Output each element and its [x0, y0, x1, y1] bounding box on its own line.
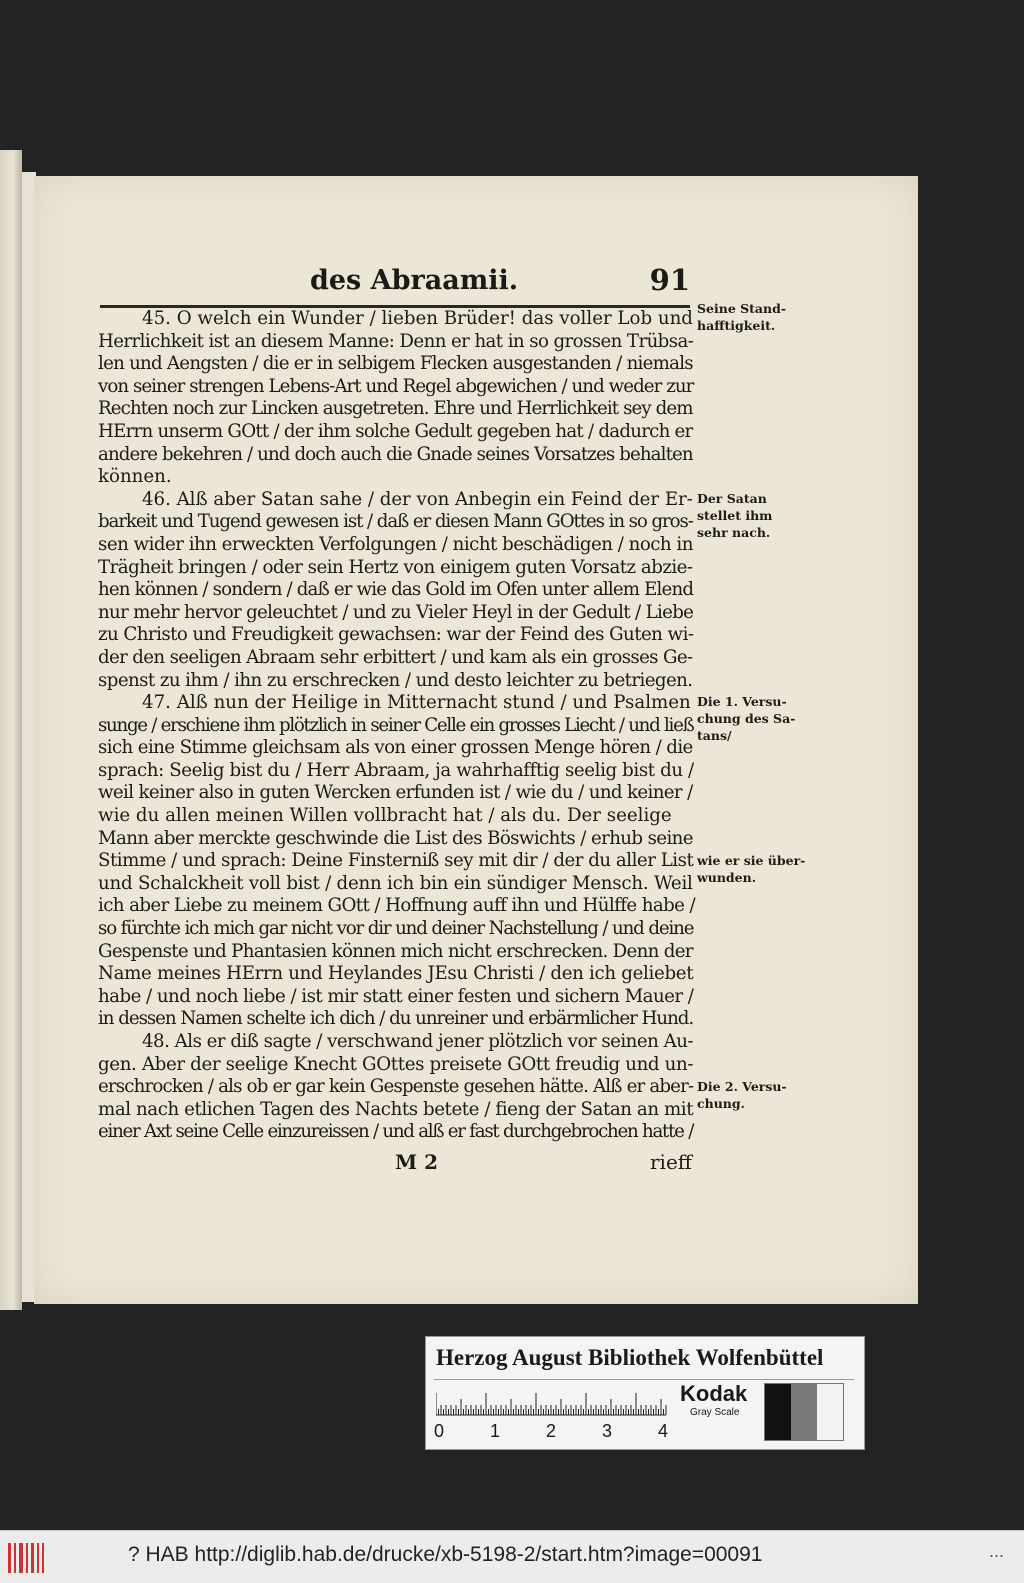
signature-mark: M 2 — [395, 1150, 439, 1174]
barcode-icon — [6, 1541, 46, 1575]
running-title: des Abraamii. — [310, 265, 519, 296]
text-line: habe / und noch liebe / ist mir statt einer festen und sichern Mauer / — [98, 985, 694, 1007]
text-line: ich aber Liebe zu meinem GOtt / Hoffnung auff ihn und Hülffe habe / — [98, 895, 696, 917]
text-line: Stimme / und sprach: Deine Finsterniß sey mit dir / der du aller List — [98, 850, 694, 872]
more-menu-icon[interactable]: ... — [988, 1541, 1004, 1561]
gray-patch — [791, 1384, 817, 1440]
text-line: barkeit und Tugend gewesen ist / daß er diesen Mann GOttes in so gros- — [98, 511, 693, 533]
text-line: HErrn unserm GOtt / der ihm solche Gedult gegeben hat / dadurch er — [98, 420, 693, 442]
previous-page-edge — [0, 150, 22, 1310]
margin-note — [697, 693, 797, 744]
text-line: 45. O welch ein Wunder / lieben Brüder! das voller Lob und — [142, 308, 693, 329]
text-line: der den seeligen Abraam sehr erbittert / und kam als ein grosses Ge- — [98, 646, 693, 668]
text-line: sen wider ihn erweckten Verfolgungen / nicht beschädigen / noch in — [98, 533, 693, 555]
margin-note-line: wunden. — [697, 870, 757, 885]
margin-note — [697, 1078, 797, 1112]
text-line: nur mehr hervor geleuchtet / und zu Vieler Heyl in der Gedult / Liebe — [98, 601, 694, 623]
margin-note-line: tans/ — [697, 728, 732, 743]
scale-number: 1 — [490, 1421, 501, 1441]
margin-note-line: chung. — [697, 1096, 745, 1111]
text-line: in dessen Namen schelte ich dich / du unreiner und erbärmlicher Hund. — [98, 1008, 694, 1030]
scale-number: 0 — [434, 1421, 445, 1441]
scale-number: 3 — [602, 1421, 613, 1441]
library-label-card — [425, 1336, 865, 1450]
page-url[interactable]: ? HAB http://diglib.hab.de/drucke/xb-5198-2/start.htm?image=00091 — [128, 1543, 763, 1566]
gray-patch — [817, 1384, 843, 1440]
text-line: len und Aengsten / die er in selbigem Flecken ausgestanden / niemals — [98, 353, 693, 375]
text-line: einer Axt seine Celle einzureissen / und alß er fast durchgebrochen hatte / — [98, 1121, 694, 1143]
text-line: weil keiner also in guten Wercken erfunden ist / wie du / und keiner / — [98, 782, 693, 804]
page-header — [310, 263, 690, 303]
text-line: Herrlichkeit ist an diesem Manne: Denn er hat in so grossen Trübsa- — [98, 330, 694, 352]
margin-note-line: sehr nach. — [697, 525, 771, 540]
text-line: zu Christo und Freudigkeit gewachsen: war der Feind des Guten wi- — [98, 624, 694, 646]
gray-patch — [765, 1384, 791, 1440]
margin-note — [697, 300, 797, 334]
status-bar — [0, 1530, 1024, 1583]
scale-number: 2 — [546, 1421, 557, 1441]
text-line: Gespenste und Phantasien können mich nicht erschrecken. Denn der — [98, 940, 693, 962]
text-line: 48. Als er diß sagte / verschwand jener plötzlich vor seinen Au- — [142, 1031, 694, 1052]
kodak-logo: Kodak — [680, 1381, 748, 1406]
main-text-block — [98, 308, 696, 1144]
scale-numbers — [434, 1421, 674, 1443]
margin-note-line: wie er sie über- — [697, 853, 806, 868]
scale-number: 4 — [658, 1421, 669, 1441]
margin-note-line: stellet ihm — [697, 508, 773, 523]
text-line: gen. Aber der seelige Knecht GOttes preisete GOtt freudig und un- — [98, 1053, 694, 1075]
gray-scale-label: Gray Scale — [690, 1407, 740, 1418]
text-line: 47. Alß nun der Heilige in Mitternacht stund / und Psalmen — [142, 692, 691, 714]
text-line: von seiner strengen Lebens-Art und Regel abgewichen / und weder zur — [98, 375, 694, 397]
margin-note-line: Seine Stand- — [697, 301, 787, 316]
text-line: wie du allen meinen Willen vollbracht hat / als du. Der seelige — [98, 805, 672, 827]
text-line: so fürchte ich mich gar nicht vor dir und deiner Nachstellung / und deine — [98, 918, 694, 940]
text-line: sprach: Seelig bist du / Herr Abraam, ja wahrhafftig seelig bist du / — [98, 759, 694, 781]
text-line: Rechten noch zur Lincken ausgetreten. Ehre und Herrlichkeit sey dem — [98, 398, 693, 420]
text-line: Trägheit bringen / oder sein Hertz von einigem guten Vorsatz abzie- — [98, 556, 693, 578]
margin-note — [697, 490, 797, 541]
page-number: 91 — [649, 263, 690, 297]
library-name: Herzog August Bibliothek Wolfenbüttel — [436, 1345, 824, 1370]
margin-note-line: Die 1. Versu- — [697, 694, 787, 709]
gray-scale-patches — [764, 1383, 844, 1441]
margin-note — [697, 852, 806, 886]
text-line: mal nach etlichen Tagen des Nachts betete / fieng der Satan an mit — [98, 1098, 694, 1120]
text-line: spenst zu ihm / ihn zu erschrecken / und desto leichter zu betriegen. — [98, 669, 693, 691]
text-line: sich eine Stimme gleichsam als von einer grossen Menge hören / die — [98, 737, 693, 759]
text-line: Name meines HErrn und Heylandes JEsu Christi / den ich geliebet — [98, 963, 694, 985]
text-line: erschrocken / als ob er gar kein Gespenste gesehen hätte. Alß er aber- — [98, 1076, 694, 1098]
margin-note-line: Der Satan — [697, 491, 767, 506]
text-line: andere bekehren / und doch auch die Gnade seines Vorsatzes behalten — [98, 443, 693, 465]
text-line: sunge / erschiene ihm plötzlich in seiner Celle ein grosses Liecht / und ließ — [98, 714, 694, 736]
catchword: rieff — [650, 1150, 693, 1174]
label-divider — [434, 1379, 854, 1380]
text-line: 46. Alß aber Satan sahe / der von Anbegin ein Feind der Er- — [142, 488, 693, 510]
text-line: und Schalckheit voll bist / denn ich bin ein sündiger Mensch. Weil — [98, 872, 693, 894]
margin-note-line: hafftigkeit. — [697, 318, 776, 333]
margin-note-line: Die 2. Versu- — [697, 1079, 787, 1094]
margin-note-line: chung des Sa- — [697, 711, 796, 726]
text-line: können. — [98, 466, 172, 488]
text-line: hen können / sondern / daß er wie das Gold im Ofen unter allem Elend — [98, 579, 694, 601]
ruler-scale — [436, 1387, 676, 1417]
text-line: Mann aber merckte geschwinde die List des Böswichts / erhub seine — [98, 827, 693, 849]
